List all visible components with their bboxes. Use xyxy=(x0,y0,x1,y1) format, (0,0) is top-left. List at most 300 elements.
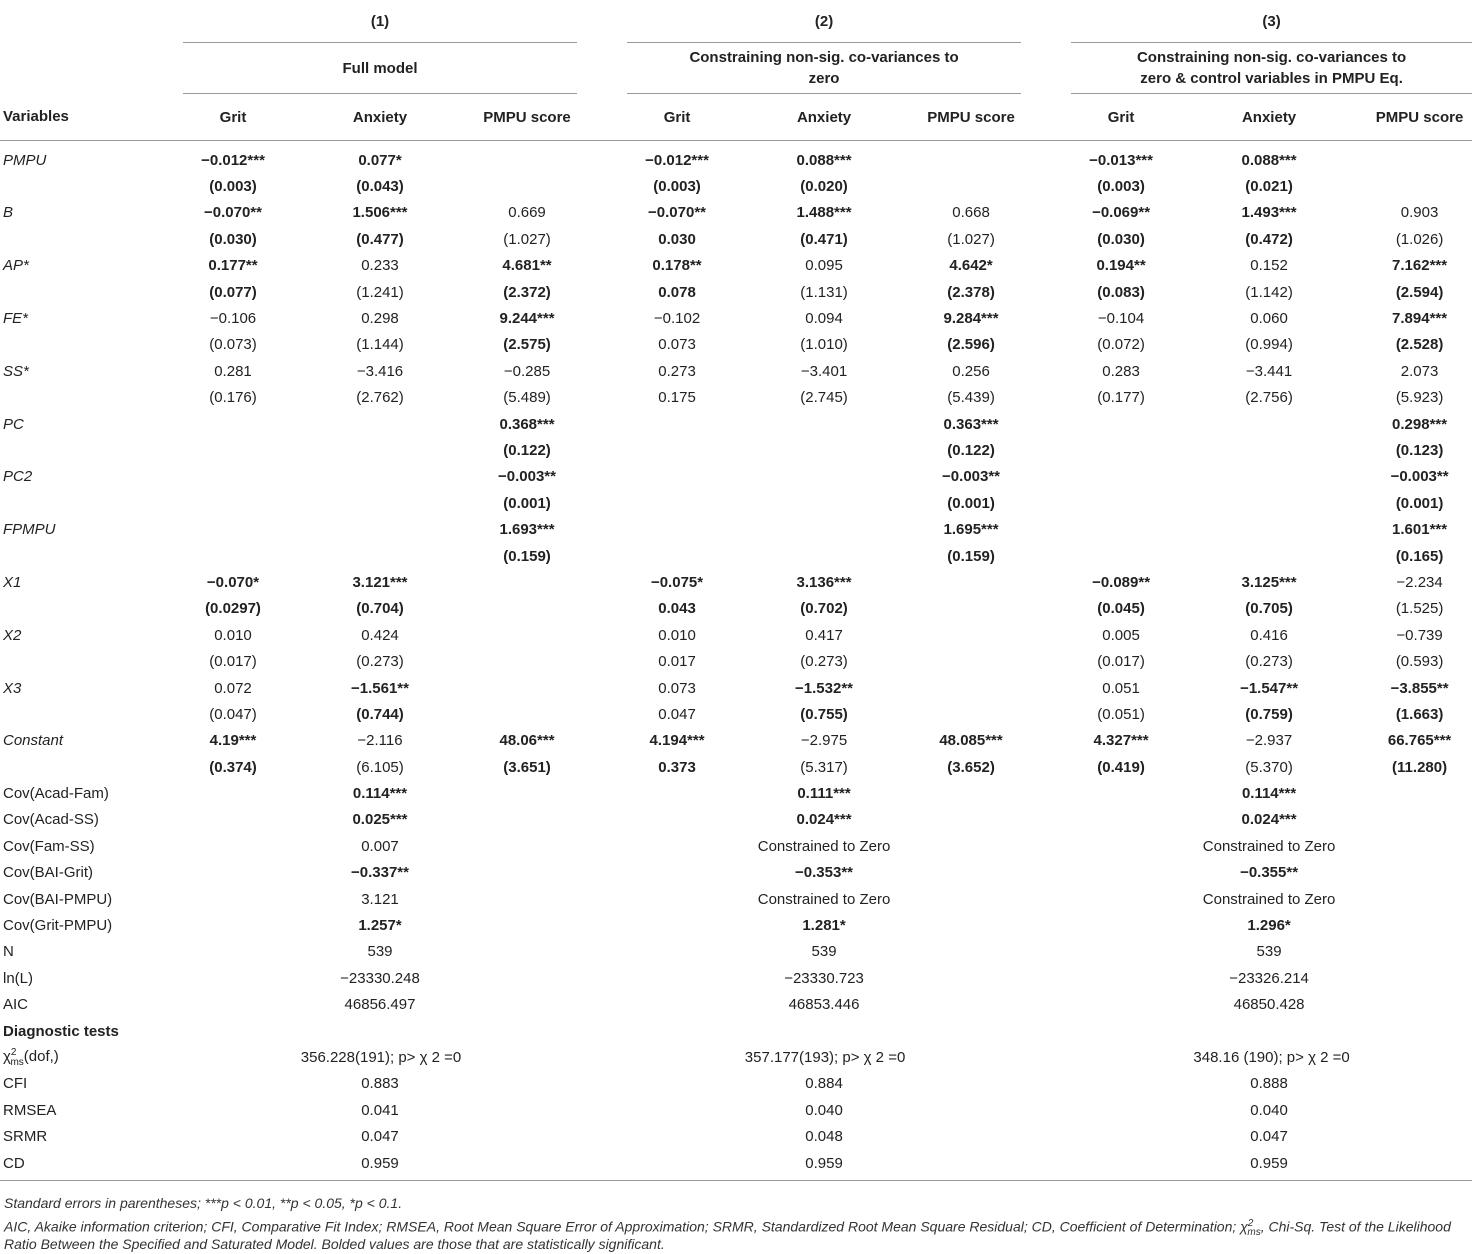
table-cell xyxy=(1171,464,1367,490)
table-cell: 348.16 (190); p> χ 2 =0 xyxy=(1193,1048,1350,1066)
table-cell: −2.937 xyxy=(1245,732,1293,750)
table-cell xyxy=(627,490,727,516)
model-title-1-line-1: Full model xyxy=(342,59,418,77)
table-cell xyxy=(627,464,727,490)
table-cell: 0.417 xyxy=(805,626,843,644)
table-cell: 7.894*** xyxy=(1392,310,1448,328)
table-cell: (0.702) xyxy=(800,600,848,618)
model-title-2 xyxy=(627,43,1021,94)
table-cell xyxy=(183,490,283,516)
table-cell: 4.681** xyxy=(502,257,552,275)
table-cell: −1.561** xyxy=(351,679,409,697)
table-row xyxy=(0,411,1472,437)
table-cell: −0.003** xyxy=(1390,468,1449,486)
diagnostic-tests-label: Diagnostic tests xyxy=(3,1022,119,1040)
table-row xyxy=(0,305,1472,331)
table-cell: 0.175 xyxy=(658,389,696,407)
table-cell xyxy=(1171,543,1367,569)
table-cell: (3.652) xyxy=(947,758,995,776)
table-cell: 0.048 xyxy=(805,1128,843,1146)
row-variable xyxy=(0,701,183,727)
table-cell: 0.047 xyxy=(658,705,696,723)
table-cell: 0.051 xyxy=(1102,679,1140,697)
header-row-model-titles xyxy=(0,43,1472,94)
table-cell: 0.095 xyxy=(805,257,843,275)
table-cell: −0.353** xyxy=(795,864,854,882)
table-cell: (5.370) xyxy=(1245,758,1293,776)
table-row xyxy=(0,648,1472,674)
table-cell: 0.194** xyxy=(1096,257,1146,275)
table-row xyxy=(0,833,1472,859)
table-cell: Constrained to Zero xyxy=(1202,890,1336,908)
table-cell xyxy=(627,516,727,542)
table-cell: 0.043 xyxy=(658,600,696,618)
table-cell: 7.162*** xyxy=(1392,257,1448,275)
table-cell: −0.355** xyxy=(1240,864,1299,882)
table-cell: 1.601*** xyxy=(1392,521,1448,539)
table-cell: 0.416 xyxy=(1250,626,1288,644)
table-cell: (0.017) xyxy=(209,653,257,671)
table-cell: 1.257* xyxy=(358,917,402,935)
table-row xyxy=(0,200,1472,226)
table-cell: (0.472) xyxy=(1245,230,1293,248)
table-cell xyxy=(283,516,477,542)
table-cell xyxy=(1071,464,1171,490)
table-cell: −2.975 xyxy=(800,732,848,750)
table-cell xyxy=(1071,411,1171,437)
table-cell: −2.234 xyxy=(1396,573,1443,591)
row-variable: PMPU xyxy=(3,151,47,169)
footnote-line-2-rest: , Chi-Sq. Test of the Likelihood xyxy=(1260,1218,1451,1235)
table-cell: (1.026) xyxy=(1395,230,1444,248)
row-variable xyxy=(0,173,183,199)
table-cell: (2.575) xyxy=(503,336,551,354)
table-cell: −23330.248 xyxy=(340,969,420,987)
table-row xyxy=(0,569,1472,595)
model-number-1: (1) xyxy=(183,0,577,43)
table-cell xyxy=(183,411,283,437)
table-cell: 0.007 xyxy=(361,837,399,855)
table-row xyxy=(0,173,1472,199)
table-cell: 0.088*** xyxy=(796,151,852,169)
table-cell: 3.121*** xyxy=(352,573,408,591)
table-row xyxy=(0,939,1472,965)
table-cell: 0.959 xyxy=(727,1150,921,1181)
table-cell: 0.078 xyxy=(658,283,696,301)
table-cell: −3.401 xyxy=(800,362,848,380)
table-cell: (2.756) xyxy=(1245,389,1293,407)
table-cell xyxy=(283,543,477,569)
model-title-1 xyxy=(183,43,577,94)
table-cell: (0.051) xyxy=(1097,705,1145,723)
table-cell xyxy=(283,437,477,463)
row-variable xyxy=(0,490,183,516)
row-variable: PC2 xyxy=(3,468,33,486)
table-cell xyxy=(727,411,921,437)
table-cell: (0.755) xyxy=(800,705,848,723)
row-variable: SS* xyxy=(3,362,29,380)
row-variable: AIC xyxy=(3,996,29,1014)
table-cell: 0.094 xyxy=(805,310,843,328)
chi-symbol: χ xyxy=(3,1047,11,1065)
table-row xyxy=(0,279,1472,305)
table-row xyxy=(0,332,1472,358)
row-variable xyxy=(0,596,183,622)
table-row xyxy=(0,780,1472,806)
row-variable xyxy=(0,648,183,674)
table-cell: (1.144) xyxy=(356,336,404,354)
table-cell: (0.471) xyxy=(800,230,848,248)
table-cell: Constrained to Zero xyxy=(1202,837,1336,855)
table-cell: 46856.497 xyxy=(344,996,416,1014)
table-row xyxy=(0,675,1472,701)
table-row xyxy=(0,490,1472,516)
table-cell: 4.19*** xyxy=(209,732,257,750)
chi-square-label xyxy=(0,1044,183,1070)
table-cell xyxy=(1171,490,1367,516)
footnote-line-3: Ratio Between the Specified and Saturated Model. Bolded values are those that are statistically significant. xyxy=(4,1236,665,1252)
table-cell: 356.228(191); p> χ 2 =0 xyxy=(300,1048,462,1066)
table-cell: 0.024*** xyxy=(1241,811,1297,829)
table-cell xyxy=(1171,516,1367,542)
table-cell: 0.273 xyxy=(658,362,696,380)
table-cell: −0.337** xyxy=(351,864,409,882)
table-cell: −0.069** xyxy=(1092,204,1151,222)
chi-sub: ms xyxy=(10,1056,24,1068)
table-row xyxy=(0,992,1472,1018)
table-cell: 0.281 xyxy=(214,362,252,380)
table-cell: (0.374) xyxy=(209,758,257,776)
table-cell: 0.114*** xyxy=(352,785,408,803)
model-number-3: (3) xyxy=(1071,0,1472,43)
table-cell xyxy=(627,411,727,437)
table-cell xyxy=(1367,173,1472,199)
table-cell xyxy=(1071,543,1171,569)
table-cell xyxy=(283,411,477,437)
table-cell: (0.159) xyxy=(947,547,995,565)
table-cell: 0.025*** xyxy=(352,811,408,829)
table-cell: (0.020) xyxy=(800,178,848,196)
table-cell: 0.903 xyxy=(1400,204,1439,222)
table-cell: (2.594) xyxy=(1395,283,1444,301)
table-cell: −0.104 xyxy=(1097,310,1145,328)
table-cell: 0.005 xyxy=(1102,626,1140,644)
table-cell xyxy=(283,490,477,516)
table-cell: 2.073 xyxy=(1400,362,1439,380)
table-cell: 0.959 xyxy=(1171,1150,1367,1181)
table-cell: (0.123) xyxy=(1395,441,1444,459)
table-cell: 1.296* xyxy=(1247,917,1291,935)
table-cell: 0.368*** xyxy=(499,415,555,433)
table-cell: 0.010 xyxy=(658,626,696,644)
col-pmpu-2: PMPU score xyxy=(921,94,1021,141)
model-title-3 xyxy=(1071,43,1472,94)
table-cell: (0.273) xyxy=(356,653,404,671)
table-cell xyxy=(477,622,577,648)
table-cell xyxy=(727,464,921,490)
table-cell: 539 xyxy=(811,943,837,961)
table-cell: −0.285 xyxy=(503,362,551,380)
table-cell: 0.298*** xyxy=(1392,415,1448,433)
table-cell: −0.012*** xyxy=(645,151,709,169)
table-cell xyxy=(1367,141,1472,174)
table-cell: 0.041 xyxy=(361,1101,399,1119)
table-cell: 0.888 xyxy=(1250,1075,1288,1093)
table-cell: (5.439) xyxy=(947,389,995,407)
table-cell: 0.424 xyxy=(361,626,399,644)
table-cell: (1.027) xyxy=(947,230,995,248)
row-variable: N xyxy=(3,943,14,961)
table-cell: (3.651) xyxy=(503,758,551,776)
row-variable xyxy=(0,332,183,358)
table-cell: 4.642* xyxy=(949,257,993,275)
table-row xyxy=(0,886,1472,912)
table-cell: (1.525) xyxy=(1395,600,1444,618)
table-cell: 0.884 xyxy=(805,1075,843,1093)
table-cell: (2.762) xyxy=(356,389,404,407)
model-title-3-line-1: Constraining non-sig. co-variances to xyxy=(1136,49,1407,66)
table-cell: 0.373 xyxy=(658,758,696,776)
table-cell: (2.378) xyxy=(947,283,995,301)
row-variable: Cov(Grit-PMPU) xyxy=(3,917,113,935)
chi-suffix: (dof,) xyxy=(23,1047,59,1065)
table-row xyxy=(0,437,1472,463)
table-cell: −0.075* xyxy=(650,573,704,591)
table-cell xyxy=(477,569,577,595)
table-cell xyxy=(1171,411,1367,437)
table-cell xyxy=(1071,516,1171,542)
table-cell xyxy=(627,437,727,463)
table-cell: 0.668 xyxy=(952,204,990,222)
table-cell: Constrained to Zero xyxy=(757,890,891,908)
table-cell xyxy=(921,648,1021,674)
header-row-model-numbers xyxy=(0,0,1472,43)
row-variable: FPMPU xyxy=(3,521,56,539)
table-cell: −23326.214 xyxy=(1229,969,1309,987)
table-cell: 0.114*** xyxy=(1241,785,1297,803)
table-cell xyxy=(627,543,727,569)
table-cell xyxy=(921,173,1021,199)
model-number-2: (2) xyxy=(627,0,1021,43)
table-cell: (0.994) xyxy=(1245,336,1293,354)
row-variable xyxy=(0,754,183,780)
table-cell: (1.241) xyxy=(356,283,404,301)
table-cell: (5.923) xyxy=(1395,389,1444,407)
table-cell: (0.165) xyxy=(1395,547,1444,565)
table-cell: (1.142) xyxy=(1245,283,1293,301)
table-cell: −0.003** xyxy=(942,468,1001,486)
chi-square-row xyxy=(0,1044,1472,1070)
row-variable: ln(L) xyxy=(3,969,34,987)
table-cell xyxy=(477,173,577,199)
row-variable xyxy=(0,437,183,463)
row-variable: X3 xyxy=(3,679,22,697)
table-cell: (0.045) xyxy=(1097,600,1145,618)
table-cell xyxy=(1171,437,1367,463)
table-cell: 46850.428 xyxy=(1233,996,1305,1014)
model-title-3-line-2: zero & control variables in PMPU Eq. xyxy=(1140,70,1403,87)
table-cell: (0.001) xyxy=(947,494,995,512)
table-cell: 66.765*** xyxy=(1387,732,1452,750)
table-cell: 0.256 xyxy=(952,362,990,380)
table-cell: (0.159) xyxy=(503,547,551,565)
table-cell: 0.152 xyxy=(1250,257,1288,275)
table-cell: 0.077* xyxy=(358,151,402,169)
table-cell xyxy=(727,437,921,463)
table-cell xyxy=(921,622,1021,648)
footnote-chi-sub: ms xyxy=(1247,1227,1261,1239)
table-cell: (0.083) xyxy=(1097,283,1145,301)
table-cell xyxy=(921,675,1021,701)
row-variable: FE* xyxy=(3,310,29,328)
table-cell xyxy=(183,543,283,569)
row-variable: PC xyxy=(3,415,24,433)
variables-header: Variables xyxy=(0,94,183,141)
table-cell: Constrained to Zero xyxy=(757,837,891,855)
table-cell: 9.284*** xyxy=(943,310,999,328)
table-cell: (0.176) xyxy=(209,389,257,407)
table-cell: (0.704) xyxy=(356,600,404,618)
row-variable: RMSEA xyxy=(3,1101,57,1119)
table-cell: (2.745) xyxy=(800,389,848,407)
table-cell: (2.528) xyxy=(1395,336,1444,354)
table-cell xyxy=(183,437,283,463)
table-cell: 1.488*** xyxy=(796,204,852,222)
row-variable: CD xyxy=(0,1150,183,1181)
row-variable: X2 xyxy=(3,626,22,644)
table-cell: −0.070** xyxy=(204,204,262,222)
table-cell: 1.693*** xyxy=(499,521,555,539)
table-cell: (1.131) xyxy=(800,283,848,301)
table-cell: 1.695*** xyxy=(943,521,999,539)
table-cell: (0.593) xyxy=(1395,653,1444,671)
table-cell xyxy=(921,569,1021,595)
table-cell: −2.116 xyxy=(357,732,403,750)
table-cell: (0.177) xyxy=(1097,389,1145,407)
table-cell: 0.040 xyxy=(1250,1101,1288,1119)
table-cell: 1.506*** xyxy=(352,204,408,222)
row-variable: Constant xyxy=(3,732,64,750)
table-cell: (1.010) xyxy=(800,336,848,354)
table-cell: 0.073 xyxy=(658,336,696,354)
table-cell: (0.273) xyxy=(1245,653,1293,671)
table-row xyxy=(0,385,1472,411)
table-cell xyxy=(477,701,577,727)
table-row xyxy=(0,1071,1472,1097)
footnote-line-1: Standard errors in parentheses; ***p < 0.01, **p < 0.05, *p < 0.1. xyxy=(4,1195,403,1211)
footnote-line-2-text: AIC, Akaike information criterion; CFI, Comparative Fit Index; RMSEA, Root Mean Square Error of Approximation; SRMR, Standardized Root Mean Square Residual; CD, Coefficient of Determination; χ xyxy=(4,1218,1248,1235)
table-cell xyxy=(727,490,921,516)
table-cell xyxy=(477,648,577,674)
table-cell: 0.088*** xyxy=(1241,151,1297,169)
table-cell: 0.072 xyxy=(214,679,252,697)
table-cell: 0.178** xyxy=(652,257,702,275)
table-cell xyxy=(183,464,283,490)
table-cell: 48.085*** xyxy=(939,732,1003,750)
table-row xyxy=(0,1150,1472,1181)
table-cell: 539 xyxy=(367,943,393,961)
table-cell: (0.047) xyxy=(209,705,257,723)
table-cell: 0.024*** xyxy=(796,811,852,829)
row-variable: Cov(Acad-SS) xyxy=(3,811,99,829)
table-cell: 0.111*** xyxy=(797,785,851,803)
table-row xyxy=(0,622,1472,648)
table-cell: 0.283 xyxy=(1102,362,1140,380)
table-cell: 357.177(193); p> χ 2 =0 xyxy=(744,1048,906,1066)
table-cell: 0.177** xyxy=(208,257,258,275)
table-cell: 1.281* xyxy=(802,917,846,935)
table-cell: (2.596) xyxy=(947,336,995,354)
table-cell: 539 xyxy=(1256,943,1282,961)
table-cell: (0.001) xyxy=(503,494,551,512)
table-cell: (0.419) xyxy=(1097,758,1145,776)
table-row xyxy=(0,701,1472,727)
table-cell: −1.532** xyxy=(795,679,854,697)
table-cell: (0.073) xyxy=(209,336,257,354)
table-cell: (6.105) xyxy=(356,758,404,776)
table-cell: (0.003) xyxy=(653,178,701,196)
table-cell: (0.122) xyxy=(503,441,551,459)
table-cell xyxy=(1071,490,1171,516)
table-cell: (0.003) xyxy=(209,178,257,196)
table-row xyxy=(0,807,1472,833)
table-cell: −3.441 xyxy=(1245,362,1293,380)
table-row xyxy=(0,912,1472,938)
table-row xyxy=(0,596,1472,622)
table-cell: 4.327*** xyxy=(1093,732,1149,750)
table-cell: −0.012*** xyxy=(201,151,265,169)
table-cell: (0.021) xyxy=(1245,178,1293,196)
table-row xyxy=(0,965,1472,991)
table-row xyxy=(0,253,1472,279)
table-cell: 0.883 xyxy=(361,1075,399,1093)
table-cell: −3.416 xyxy=(356,362,404,380)
row-variable xyxy=(0,385,183,411)
table-cell: 3.136*** xyxy=(796,573,852,591)
table-row xyxy=(0,728,1472,754)
table-cell: 0.047 xyxy=(361,1128,399,1146)
table-cell: 0.233 xyxy=(361,257,399,275)
table-row xyxy=(0,543,1472,569)
table-cell: (0.0297) xyxy=(205,600,261,618)
table-cell: (0.030) xyxy=(1097,230,1145,248)
table-cell: 0.298 xyxy=(361,310,399,328)
table-cell xyxy=(477,141,577,174)
table-cell: (0.705) xyxy=(1245,600,1293,618)
row-variable: Cov(Fam-SS) xyxy=(3,837,95,855)
table-cell: (5.317) xyxy=(800,758,848,776)
table-cell xyxy=(477,675,577,701)
table-cell: 48.06*** xyxy=(499,732,555,750)
table-cell: (0.017) xyxy=(1097,653,1145,671)
table-cell: 46853.446 xyxy=(788,996,860,1014)
col-grit-1: Grit xyxy=(183,94,283,141)
table-cell xyxy=(727,543,921,569)
table-cell: (11.280) xyxy=(1392,758,1448,776)
table-cell: −1.547** xyxy=(1240,679,1299,697)
table-cell: 0.017 xyxy=(658,653,696,671)
table-cell: −0.013*** xyxy=(1089,151,1153,169)
col-anxiety-1: Anxiety xyxy=(283,94,477,141)
table-row xyxy=(0,358,1472,384)
table-cell xyxy=(1071,437,1171,463)
col-pmpu-3: PMPU score xyxy=(1367,94,1472,141)
table-cell: −3.855** xyxy=(1390,679,1449,697)
row-variable: AP* xyxy=(3,257,29,275)
row-variable: CFI xyxy=(3,1075,28,1093)
row-variable: Cov(Acad-Fam) xyxy=(3,785,109,803)
table-cell xyxy=(921,141,1021,174)
